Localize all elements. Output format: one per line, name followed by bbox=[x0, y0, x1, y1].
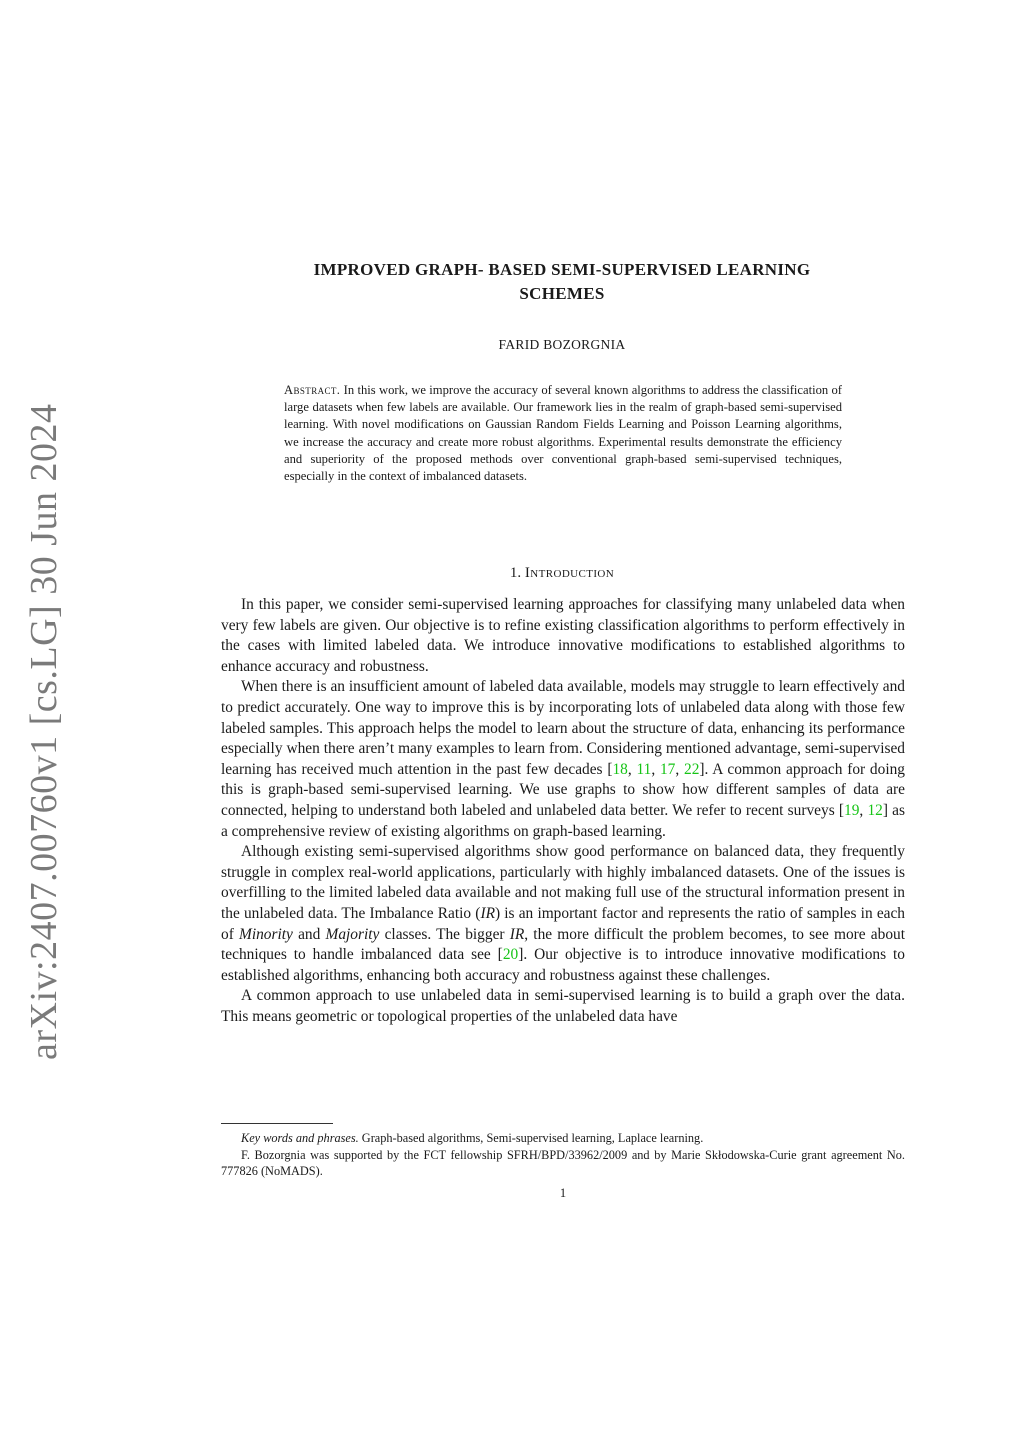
paragraph-2-text-c: ] as a comprehensive review of existing algorithms on graph-based learning. bbox=[221, 801, 906, 840]
paragraph-1: In this paper, we consider semi-supervised learning approaches for classifying many unlabeled data when very few labels are given. Our objective is to refine existing classification algorithms to perform effectively in the cases with limited labeled data. We introduce innovative modifications to established algorithms to enhance accuracy and robustness. bbox=[221, 596, 905, 675]
citation-link[interactable]: 11 bbox=[636, 760, 652, 778]
paragraph-2-text-b: ]. A common approach for doing this is graph-based semi-supervised learning. We use graphs to show how different samples of data are connected, helping to understand both labeled and unlabeled data better. We refer to recent surveys [ bbox=[221, 760, 905, 819]
paper-title bbox=[220, 258, 904, 306]
section-number: 1. bbox=[509, 565, 522, 581]
majority-term: Majority bbox=[325, 925, 380, 943]
minority-term: Minority bbox=[239, 925, 293, 943]
citation-separator: , bbox=[859, 801, 868, 819]
citation-link[interactable]: 12 bbox=[867, 801, 883, 819]
ir-term: IR bbox=[480, 904, 495, 922]
citation-link[interactable]: 18 bbox=[612, 760, 628, 778]
footnotes bbox=[221, 1130, 905, 1180]
author-name: FARID BOZORGNIA bbox=[498, 337, 626, 352]
abstract-text: In this work, we improve the accuracy of several known algorithms to address the classification of large datasets when few labels are available. Our framework lies in the realm of graph-based semi-supervised learning. With novel modifications on Gaussian Random Fields Learning and Poisson Learning algorithms, we increase the accuracy and create more robust algorithms. Experimental results demonstrate the efficiency and superiority of the proposed methods over conventional graph-based semi-supervised techniques, especially in the context of imbalanced datasets. bbox=[284, 383, 842, 484]
footnote-divider bbox=[221, 1123, 333, 1124]
citation-link[interactable]: 22 bbox=[684, 760, 700, 778]
abstract bbox=[284, 382, 842, 485]
abstract-label: Abstract. bbox=[284, 383, 341, 397]
footnote-keywords bbox=[221, 1130, 905, 1147]
paragraph-3-text-d: classes. The bigger bbox=[379, 925, 510, 943]
citation-separator: , bbox=[651, 760, 660, 778]
citation-separator: , bbox=[627, 760, 637, 778]
citation-separator: , bbox=[675, 760, 684, 778]
page-number: 1 bbox=[559, 1186, 567, 1200]
citation-link[interactable]: 17 bbox=[659, 760, 676, 778]
title-line-2: SCHEMES bbox=[519, 284, 605, 303]
paragraph-2-text-a: When there is an insufficient amount of labeled data available, models may struggle to learn effectively and to predict accurately. One way to improve this is by incorporating lots of unlabeled data along with those few labeled samples. This approach helps the model to learn about the structure of data, enhancing its performance especially when there aren’t many examples to learn from. Considering mentioned advantage, semi-supervised learning has received much attention in the past few decades [ bbox=[221, 678, 905, 778]
paragraph-3-text-f: ]. Our objective is to introduce innovative modifications to established algorithms, enhancing both accuracy and robustness against these challenges. bbox=[221, 946, 905, 984]
citation-link[interactable]: 20 bbox=[502, 946, 519, 964]
paragraph-3-text-e: , the more difficult the problem becomes, to see more about techniques to handle imbalanced data see [ bbox=[221, 925, 906, 964]
paragraph-3-text-b: ) is an important factor and represents the ratio of samples in each of bbox=[221, 904, 906, 943]
keywords-text: Graph-based algorithms, Semi-supervised learning, Laplace learning. bbox=[358, 1131, 704, 1145]
ir-term: IR bbox=[509, 925, 525, 943]
paragraph-3-text-c: and bbox=[292, 925, 326, 943]
citation-link[interactable]: 19 bbox=[844, 801, 860, 819]
footnote-funding: F. Bozorgnia was supported by the FCT fellowship SFRH/BPD/33962/2009 and by Marie Skłodowska-Curie grant agreement No. 777826 (NoMADS). bbox=[221, 1147, 905, 1179]
body-text bbox=[221, 595, 905, 1027]
keywords-label: Key words and phrases. bbox=[241, 1131, 359, 1145]
section-title: Introduction bbox=[524, 565, 615, 581]
paragraph-3 bbox=[221, 842, 905, 986]
title-line-1: IMPROVED GRAPH- BASED SEMI-SUPERVISED LEARNING bbox=[313, 260, 811, 279]
arxiv-identifier: arXiv:2407.00760v1 [cs.LG] 30 Jun 2024 bbox=[23, 403, 65, 1060]
paragraph-4: A common approach to use unlabeled data in semi-supervised learning is to build a graph over the data. This means geometric or topological properties of the unlabeled data have bbox=[221, 987, 905, 1025]
paragraph-3-text-a: Although existing semi-supervised algorithms show good performance on balanced data, they frequently struggle in complex real-world applications, particularly with highly imbalanced datasets. One of the issues is overfilling to the limited labeled data available and not making full use of the structural information present in the unlabeled data. The Imbalance Ratio ( bbox=[221, 843, 905, 922]
section-heading bbox=[220, 565, 904, 582]
paragraph-2 bbox=[221, 677, 905, 842]
